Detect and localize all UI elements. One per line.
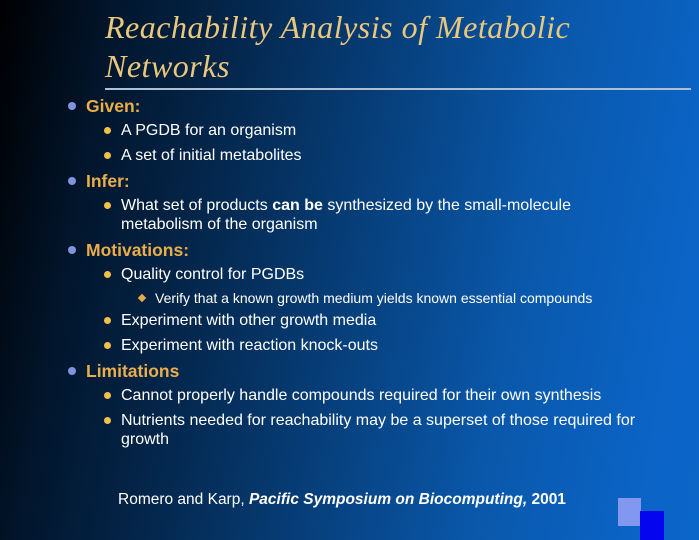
text-segment: 2001	[527, 491, 566, 508]
slide-title-line-2: Networks	[105, 48, 230, 84]
citation-footer	[118, 491, 566, 509]
bullet-text	[121, 196, 571, 234]
bullet-item	[104, 411, 699, 449]
bullet-text	[86, 96, 140, 116]
text-segment: growth	[121, 431, 170, 448]
title-underline	[105, 88, 691, 90]
decor-square-light	[618, 498, 641, 526]
circle-bullet-icon	[104, 127, 111, 134]
circle-bullet-icon	[104, 317, 111, 324]
circle-bullet-icon	[104, 202, 111, 209]
bullet-item	[104, 336, 699, 355]
bullet-text	[121, 121, 296, 140]
bullet-text	[86, 361, 179, 381]
bullet-item	[138, 290, 699, 307]
bullet-header-item	[68, 361, 699, 381]
text-segment: Given:	[86, 96, 141, 116]
text-segment: Pacific Symposium on Biocomputing,	[248, 491, 528, 508]
bullet-list	[0, 96, 699, 455]
circle-bullet-icon	[104, 392, 111, 399]
bullet-item	[104, 386, 699, 405]
bullet-item	[104, 265, 699, 284]
circle-bullet-icon	[104, 342, 111, 349]
text-segment: can be	[272, 197, 323, 214]
text-segment: synthesized by the small-molecule	[322, 197, 571, 214]
circle-bullet-icon	[104, 417, 111, 424]
bullet-text	[121, 146, 302, 165]
bullet-text	[121, 265, 304, 284]
decor-square-blue	[640, 511, 664, 540]
text-segment: What set of products	[121, 197, 273, 214]
bullet-header-item	[68, 171, 699, 191]
circle-bullet-icon	[104, 152, 111, 159]
text-segment: Nutrients needed for reachability may be a superset of those required for	[121, 412, 636, 429]
text-segment: Verify that a known growth medium yields known essential compounds	[155, 290, 593, 306]
bullet-text	[121, 311, 376, 330]
circle-bullet-icon	[104, 271, 111, 278]
text-segment: Quality control for PGDBs	[121, 266, 305, 283]
circle-bullet-icon	[68, 246, 76, 254]
text-segment: Infer:	[86, 171, 130, 191]
text-segment: Motivations:	[86, 240, 190, 260]
text-segment: Cannot properly handle compounds required for their own synthesis	[121, 387, 602, 404]
text-segment: Limitations	[86, 361, 180, 381]
text-segment: Experiment with reaction knock-outs	[121, 337, 378, 354]
bullet-text	[121, 336, 378, 355]
bullet-header-item	[68, 240, 699, 260]
bullet-item	[104, 121, 699, 140]
text-segment: A set of initial metabolites	[121, 147, 302, 164]
bullet-text	[86, 171, 130, 191]
bullet-text	[86, 240, 189, 260]
text-segment: metabolism of the organism	[121, 216, 318, 233]
bullet-item	[104, 311, 699, 330]
bullet-text	[121, 386, 601, 405]
circle-bullet-icon	[68, 177, 76, 185]
diamond-bullet-icon	[138, 294, 146, 302]
bullet-item	[104, 146, 699, 165]
bullet-header-item	[68, 96, 699, 116]
bullet-text	[155, 290, 592, 307]
slide-title-line-1: Reachability Analysis of Metabolic	[105, 9, 571, 45]
text-segment: Romero and Karp,	[118, 491, 249, 508]
circle-bullet-icon	[68, 367, 76, 375]
text-segment: Experiment with other growth media	[121, 312, 377, 329]
circle-bullet-icon	[68, 102, 76, 110]
slide-title	[105, 8, 570, 86]
bullet-text	[121, 411, 635, 449]
bullet-item	[104, 196, 699, 234]
text-segment: A PGDB for an organism	[121, 122, 297, 139]
